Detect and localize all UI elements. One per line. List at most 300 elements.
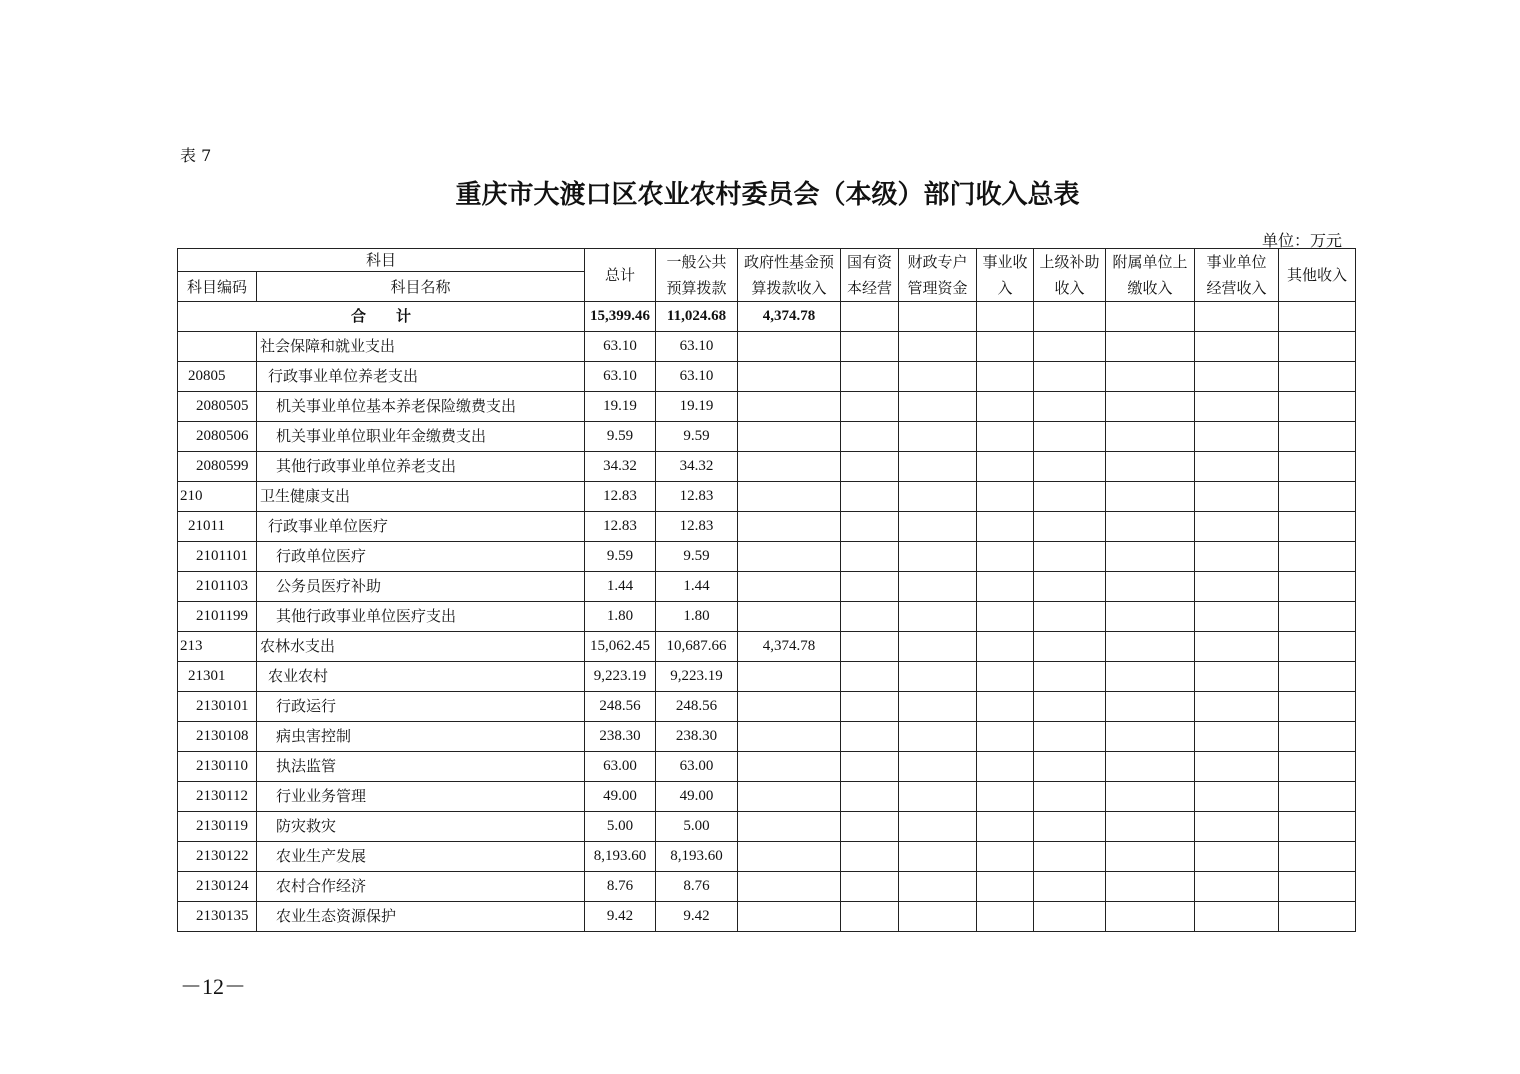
empty-cell bbox=[1106, 572, 1195, 602]
empty-cell bbox=[1106, 842, 1195, 872]
header-general-budget-l1: 一般公共 bbox=[666, 253, 727, 271]
empty-cell bbox=[1034, 452, 1106, 482]
empty-cell bbox=[1034, 392, 1106, 422]
empty-cell bbox=[1195, 662, 1279, 692]
empty-cell bbox=[977, 782, 1034, 812]
empty-cell bbox=[977, 572, 1034, 602]
row-code: 2130122 bbox=[178, 842, 257, 872]
empty-cell bbox=[1279, 722, 1356, 752]
row-general-budget: 9,223.19 bbox=[656, 662, 738, 692]
empty-cell bbox=[1034, 422, 1106, 452]
row-name: 行政事业单位医疗 bbox=[257, 512, 585, 542]
table-row bbox=[178, 632, 1356, 662]
row-gov-fund bbox=[738, 782, 841, 812]
empty-cell bbox=[977, 752, 1034, 782]
table-row bbox=[178, 422, 1356, 452]
empty-cell bbox=[1279, 452, 1356, 482]
empty-cell bbox=[1106, 632, 1195, 662]
row-name: 执法监管 bbox=[257, 752, 585, 782]
empty-cell bbox=[1034, 542, 1106, 572]
empty-cell bbox=[1034, 572, 1106, 602]
empty-cell bbox=[1106, 752, 1195, 782]
empty-cell bbox=[1279, 332, 1356, 362]
row-name: 行政事业单位养老支出 bbox=[257, 362, 585, 392]
empty-cell bbox=[1279, 662, 1356, 692]
page-number: －12－ bbox=[180, 974, 247, 999]
row-gov-fund bbox=[738, 422, 841, 452]
empty-cell bbox=[977, 542, 1034, 572]
row-general-budget: 49.00 bbox=[656, 782, 738, 812]
row-code: 2101103 bbox=[178, 572, 257, 602]
row-gov-fund bbox=[738, 452, 841, 482]
table-row bbox=[178, 542, 1356, 572]
empty-cell bbox=[1034, 332, 1106, 362]
total-row bbox=[178, 302, 1356, 332]
row-total: 9.42 bbox=[585, 902, 656, 932]
header-fiscal-special bbox=[899, 249, 977, 302]
empty-cell bbox=[1195, 452, 1279, 482]
row-name: 其他行政事业单位养老支出 bbox=[257, 452, 585, 482]
empty-cell bbox=[841, 872, 899, 902]
table-row bbox=[178, 752, 1356, 782]
row-general-budget: 1.80 bbox=[656, 602, 738, 632]
row-total: 19.19 bbox=[585, 392, 656, 422]
empty-cell bbox=[1279, 632, 1356, 662]
table-row bbox=[178, 722, 1356, 752]
row-general-budget: 248.56 bbox=[656, 692, 738, 722]
empty-cell bbox=[977, 332, 1034, 362]
empty-cell bbox=[977, 602, 1034, 632]
empty-cell bbox=[1106, 782, 1195, 812]
empty-cell bbox=[899, 452, 977, 482]
row-code: 210 bbox=[178, 482, 257, 512]
empty-cell bbox=[977, 872, 1034, 902]
row-total: 9.59 bbox=[585, 422, 656, 452]
row-total: 9.59 bbox=[585, 542, 656, 572]
table-row bbox=[178, 902, 1356, 932]
empty-cell bbox=[1034, 782, 1106, 812]
row-code: 20805 bbox=[178, 362, 257, 392]
row-gov-fund bbox=[738, 392, 841, 422]
row-total: 8.76 bbox=[585, 872, 656, 902]
header-fiscal-special-l1: 财政专户 bbox=[907, 253, 968, 271]
table-row bbox=[178, 812, 1356, 842]
header-state-capital bbox=[841, 249, 899, 302]
empty-cell bbox=[1106, 662, 1195, 692]
header-career-income bbox=[977, 249, 1034, 302]
header-subject-name: 科目名称 bbox=[257, 272, 585, 302]
table-row bbox=[178, 512, 1356, 542]
row-code: 2101199 bbox=[178, 602, 257, 632]
empty-cell bbox=[841, 422, 899, 452]
empty-cell bbox=[899, 632, 977, 662]
empty-cell bbox=[1195, 542, 1279, 572]
empty-cell bbox=[841, 812, 899, 842]
empty-cell bbox=[1034, 902, 1106, 932]
empty-cell bbox=[977, 392, 1034, 422]
empty-cell bbox=[1195, 782, 1279, 812]
table-row bbox=[178, 662, 1356, 692]
empty-cell bbox=[841, 632, 899, 662]
empty-cell bbox=[899, 782, 977, 812]
empty-cell bbox=[1279, 842, 1356, 872]
row-gov-fund bbox=[738, 602, 841, 632]
empty-cell bbox=[1034, 872, 1106, 902]
empty-cell bbox=[1279, 872, 1356, 902]
row-gov-fund bbox=[738, 542, 841, 572]
row-total: 63.00 bbox=[585, 752, 656, 782]
empty-cell bbox=[977, 812, 1034, 842]
empty-cell bbox=[1106, 902, 1195, 932]
empty-cell bbox=[977, 452, 1034, 482]
row-general-budget: 12.83 bbox=[656, 512, 738, 542]
empty-cell bbox=[1279, 392, 1356, 422]
row-code: 2130112 bbox=[178, 782, 257, 812]
table-row bbox=[178, 482, 1356, 512]
row-code: 2080505 bbox=[178, 392, 257, 422]
header-subject-code: 科目编码 bbox=[178, 272, 257, 302]
row-code: 21011 bbox=[178, 512, 257, 542]
row-gov-fund bbox=[738, 662, 841, 692]
header-general-budget-l2: 预算拨款 bbox=[666, 279, 727, 297]
empty-cell bbox=[1034, 482, 1106, 512]
header-career-unit-l1: 事业单位 bbox=[1206, 253, 1267, 271]
empty-cell bbox=[1279, 602, 1356, 632]
row-name: 防灾救灾 bbox=[257, 812, 585, 842]
header-superior-subsidy-l2: 收入 bbox=[1054, 279, 1085, 297]
empty-cell bbox=[1195, 812, 1279, 842]
empty-cell bbox=[841, 692, 899, 722]
empty-cell bbox=[1195, 482, 1279, 512]
empty-cell bbox=[1106, 872, 1195, 902]
header-state-capital-l2: 本经营 bbox=[847, 279, 893, 297]
row-gov-fund bbox=[738, 332, 841, 362]
total-gov-fund: 4,374.78 bbox=[738, 302, 841, 332]
empty-cell bbox=[1106, 302, 1195, 332]
row-total: 238.30 bbox=[585, 722, 656, 752]
empty-cell bbox=[1106, 602, 1195, 632]
empty-cell bbox=[1279, 572, 1356, 602]
empty-cell bbox=[899, 752, 977, 782]
row-total: 5.00 bbox=[585, 812, 656, 842]
row-gov-fund bbox=[738, 872, 841, 902]
empty-cell bbox=[1034, 692, 1106, 722]
empty-cell bbox=[841, 482, 899, 512]
empty-cell bbox=[899, 722, 977, 752]
row-general-budget: 63.00 bbox=[656, 752, 738, 782]
empty-cell bbox=[1195, 752, 1279, 782]
row-total: 248.56 bbox=[585, 692, 656, 722]
header-superior-subsidy-l1: 上级补助 bbox=[1039, 253, 1100, 271]
header-other-income: 其他收入 bbox=[1279, 249, 1356, 302]
row-code: 2080599 bbox=[178, 452, 257, 482]
empty-cell bbox=[1106, 392, 1195, 422]
empty-cell bbox=[841, 572, 899, 602]
empty-cell bbox=[1034, 602, 1106, 632]
empty-cell bbox=[1279, 752, 1356, 782]
row-total: 49.00 bbox=[585, 782, 656, 812]
empty-cell bbox=[899, 812, 977, 842]
row-name: 行政运行 bbox=[257, 692, 585, 722]
row-name: 农林水支出 bbox=[257, 632, 585, 662]
empty-cell bbox=[841, 602, 899, 632]
header-superior-subsidy bbox=[1034, 249, 1106, 302]
header-career-unit-l2: 经营收入 bbox=[1206, 279, 1267, 297]
empty-cell bbox=[841, 452, 899, 482]
row-name: 农业生态资源保护 bbox=[257, 902, 585, 932]
row-total: 34.32 bbox=[585, 452, 656, 482]
header-state-capital-l1: 国有资 bbox=[847, 253, 893, 271]
row-general-budget: 1.44 bbox=[656, 572, 738, 602]
row-gov-fund bbox=[738, 482, 841, 512]
row-name: 农业农村 bbox=[257, 662, 585, 692]
empty-cell bbox=[1195, 872, 1279, 902]
empty-cell bbox=[1106, 332, 1195, 362]
empty-cell bbox=[1279, 692, 1356, 722]
empty-cell bbox=[1106, 452, 1195, 482]
row-general-budget: 34.32 bbox=[656, 452, 738, 482]
empty-cell bbox=[841, 542, 899, 572]
empty-cell bbox=[1106, 422, 1195, 452]
header-general-budget bbox=[656, 249, 738, 302]
row-code: 2130135 bbox=[178, 902, 257, 932]
row-gov-fund bbox=[738, 692, 841, 722]
row-general-budget: 19.19 bbox=[656, 392, 738, 422]
empty-cell bbox=[977, 482, 1034, 512]
empty-cell bbox=[1195, 842, 1279, 872]
empty-cell bbox=[899, 542, 977, 572]
header-career-income-l1: 事业收 bbox=[982, 253, 1028, 271]
empty-cell bbox=[1195, 392, 1279, 422]
row-total: 12.83 bbox=[585, 482, 656, 512]
empty-cell bbox=[899, 572, 977, 602]
empty-cell bbox=[899, 422, 977, 452]
row-total: 1.80 bbox=[585, 602, 656, 632]
empty-cell bbox=[977, 362, 1034, 392]
empty-cell bbox=[1195, 632, 1279, 662]
empty-cell bbox=[977, 722, 1034, 752]
row-code: 21301 bbox=[178, 662, 257, 692]
header-gov-fund-l1: 政府性基金预 bbox=[744, 253, 835, 271]
table-row bbox=[178, 872, 1356, 902]
total-value: 15,399.46 bbox=[585, 302, 656, 332]
row-general-budget: 10,687.66 bbox=[656, 632, 738, 662]
empty-cell bbox=[1279, 782, 1356, 812]
row-general-budget: 8,193.60 bbox=[656, 842, 738, 872]
empty-cell bbox=[1195, 722, 1279, 752]
total-general-budget: 11,024.68 bbox=[656, 302, 738, 332]
row-name: 其他行政事业单位医疗支出 bbox=[257, 602, 585, 632]
empty-cell bbox=[1034, 722, 1106, 752]
row-code bbox=[178, 332, 257, 362]
empty-cell bbox=[1106, 482, 1195, 512]
empty-cell bbox=[1106, 542, 1195, 572]
empty-cell bbox=[841, 512, 899, 542]
empty-cell bbox=[899, 872, 977, 902]
empty-cell bbox=[841, 752, 899, 782]
empty-cell bbox=[1106, 812, 1195, 842]
row-gov-fund bbox=[738, 902, 841, 932]
row-code: 2130101 bbox=[178, 692, 257, 722]
empty-cell bbox=[1279, 542, 1356, 572]
row-gov-fund bbox=[738, 812, 841, 842]
row-general-budget: 9.59 bbox=[656, 542, 738, 572]
empty-cell bbox=[1279, 362, 1356, 392]
empty-cell bbox=[841, 842, 899, 872]
empty-cell bbox=[841, 662, 899, 692]
empty-cell bbox=[899, 842, 977, 872]
empty-cell bbox=[841, 722, 899, 752]
empty-cell bbox=[1106, 722, 1195, 752]
row-general-budget: 63.10 bbox=[656, 332, 738, 362]
row-code: 2080506 bbox=[178, 422, 257, 452]
empty-cell bbox=[841, 302, 899, 332]
row-general-budget: 12.83 bbox=[656, 482, 738, 512]
row-total: 8,193.60 bbox=[585, 842, 656, 872]
table-row bbox=[178, 332, 1356, 362]
empty-cell bbox=[841, 332, 899, 362]
empty-cell bbox=[841, 902, 899, 932]
empty-cell bbox=[977, 302, 1034, 332]
row-gov-fund bbox=[738, 572, 841, 602]
row-total: 1.44 bbox=[585, 572, 656, 602]
empty-cell bbox=[1279, 512, 1356, 542]
row-code: 2130119 bbox=[178, 812, 257, 842]
row-gov-fund bbox=[738, 842, 841, 872]
empty-cell bbox=[1106, 362, 1195, 392]
row-total: 15,062.45 bbox=[585, 632, 656, 662]
income-summary-table bbox=[177, 248, 1356, 932]
header-career-unit bbox=[1195, 249, 1279, 302]
empty-cell bbox=[977, 842, 1034, 872]
empty-cell bbox=[977, 902, 1034, 932]
empty-cell bbox=[977, 692, 1034, 722]
row-name: 卫生健康支出 bbox=[257, 482, 585, 512]
header-subject: 科目 bbox=[178, 249, 585, 272]
empty-cell bbox=[1034, 512, 1106, 542]
row-name: 机关事业单位基本养老保险缴费支出 bbox=[257, 392, 585, 422]
row-name: 农业生产发展 bbox=[257, 842, 585, 872]
table-row bbox=[178, 362, 1356, 392]
empty-cell bbox=[1106, 512, 1195, 542]
row-total: 63.10 bbox=[585, 362, 656, 392]
header-gov-fund bbox=[738, 249, 841, 302]
row-gov-fund: 4,374.78 bbox=[738, 632, 841, 662]
row-gov-fund bbox=[738, 362, 841, 392]
header-fiscal-special-l2: 管理资金 bbox=[907, 279, 968, 297]
empty-cell bbox=[899, 392, 977, 422]
empty-cell bbox=[841, 782, 899, 812]
row-name: 社会保障和就业支出 bbox=[257, 332, 585, 362]
row-code: 2101101 bbox=[178, 542, 257, 572]
empty-cell bbox=[1279, 302, 1356, 332]
empty-cell bbox=[1279, 902, 1356, 932]
row-code: 2130110 bbox=[178, 752, 257, 782]
table-body bbox=[178, 332, 1356, 932]
empty-cell bbox=[977, 422, 1034, 452]
empty-cell bbox=[841, 392, 899, 422]
row-name: 行政单位医疗 bbox=[257, 542, 585, 572]
row-name: 公务员医疗补助 bbox=[257, 572, 585, 602]
empty-cell bbox=[1034, 662, 1106, 692]
empty-cell bbox=[899, 302, 977, 332]
empty-cell bbox=[1034, 842, 1106, 872]
row-name: 农村合作经济 bbox=[257, 872, 585, 902]
empty-cell bbox=[1195, 692, 1279, 722]
empty-cell bbox=[1034, 632, 1106, 662]
empty-cell bbox=[1195, 512, 1279, 542]
row-total: 63.10 bbox=[585, 332, 656, 362]
row-total: 9,223.19 bbox=[585, 662, 656, 692]
row-general-budget: 9.42 bbox=[656, 902, 738, 932]
row-general-budget: 8.76 bbox=[656, 872, 738, 902]
empty-cell bbox=[899, 482, 977, 512]
header-affiliated-l2: 缴收入 bbox=[1127, 279, 1173, 297]
row-gov-fund bbox=[738, 752, 841, 782]
row-code: 213 bbox=[178, 632, 257, 662]
row-gov-fund bbox=[738, 512, 841, 542]
table-row bbox=[178, 572, 1356, 602]
row-gov-fund bbox=[738, 722, 841, 752]
empty-cell bbox=[899, 512, 977, 542]
empty-cell bbox=[841, 362, 899, 392]
row-general-budget: 238.30 bbox=[656, 722, 738, 752]
header-career-income-l2: 入 bbox=[997, 279, 1013, 297]
empty-cell bbox=[1034, 362, 1106, 392]
empty-cell bbox=[1034, 302, 1106, 332]
empty-cell bbox=[977, 512, 1034, 542]
empty-cell bbox=[899, 662, 977, 692]
empty-cell bbox=[1279, 422, 1356, 452]
empty-cell bbox=[899, 602, 977, 632]
row-name: 机关事业单位职业年金缴费支出 bbox=[257, 422, 585, 452]
table-row bbox=[178, 392, 1356, 422]
empty-cell bbox=[899, 902, 977, 932]
row-code: 2130124 bbox=[178, 872, 257, 902]
header-row-1 bbox=[178, 249, 1356, 272]
row-general-budget: 63.10 bbox=[656, 362, 738, 392]
empty-cell bbox=[899, 332, 977, 362]
row-general-budget: 5.00 bbox=[656, 812, 738, 842]
row-code: 2130108 bbox=[178, 722, 257, 752]
table-label: 表 7 bbox=[180, 146, 212, 165]
empty-cell bbox=[1195, 302, 1279, 332]
unit-note: 单位：万元 bbox=[1262, 231, 1343, 250]
empty-cell bbox=[1034, 752, 1106, 782]
table-row bbox=[178, 602, 1356, 632]
table-row bbox=[178, 452, 1356, 482]
total-label: 合 计 bbox=[178, 302, 585, 332]
empty-cell bbox=[1195, 362, 1279, 392]
empty-cell bbox=[1195, 332, 1279, 362]
row-total: 12.83 bbox=[585, 512, 656, 542]
table-row bbox=[178, 842, 1356, 872]
header-total: 总计 bbox=[585, 249, 656, 302]
row-name: 行业业务管理 bbox=[257, 782, 585, 812]
empty-cell bbox=[1106, 692, 1195, 722]
page-title: 重庆市大渡口区农业农村委员会（本级）部门收入总表 bbox=[455, 180, 1080, 210]
empty-cell bbox=[1195, 902, 1279, 932]
row-name: 病虫害控制 bbox=[257, 722, 585, 752]
empty-cell bbox=[1195, 602, 1279, 632]
empty-cell bbox=[1034, 812, 1106, 842]
empty-cell bbox=[1195, 422, 1279, 452]
table-row bbox=[178, 782, 1356, 812]
row-general-budget: 9.59 bbox=[656, 422, 738, 452]
empty-cell bbox=[1279, 482, 1356, 512]
empty-cell bbox=[1195, 572, 1279, 602]
empty-cell bbox=[977, 662, 1034, 692]
